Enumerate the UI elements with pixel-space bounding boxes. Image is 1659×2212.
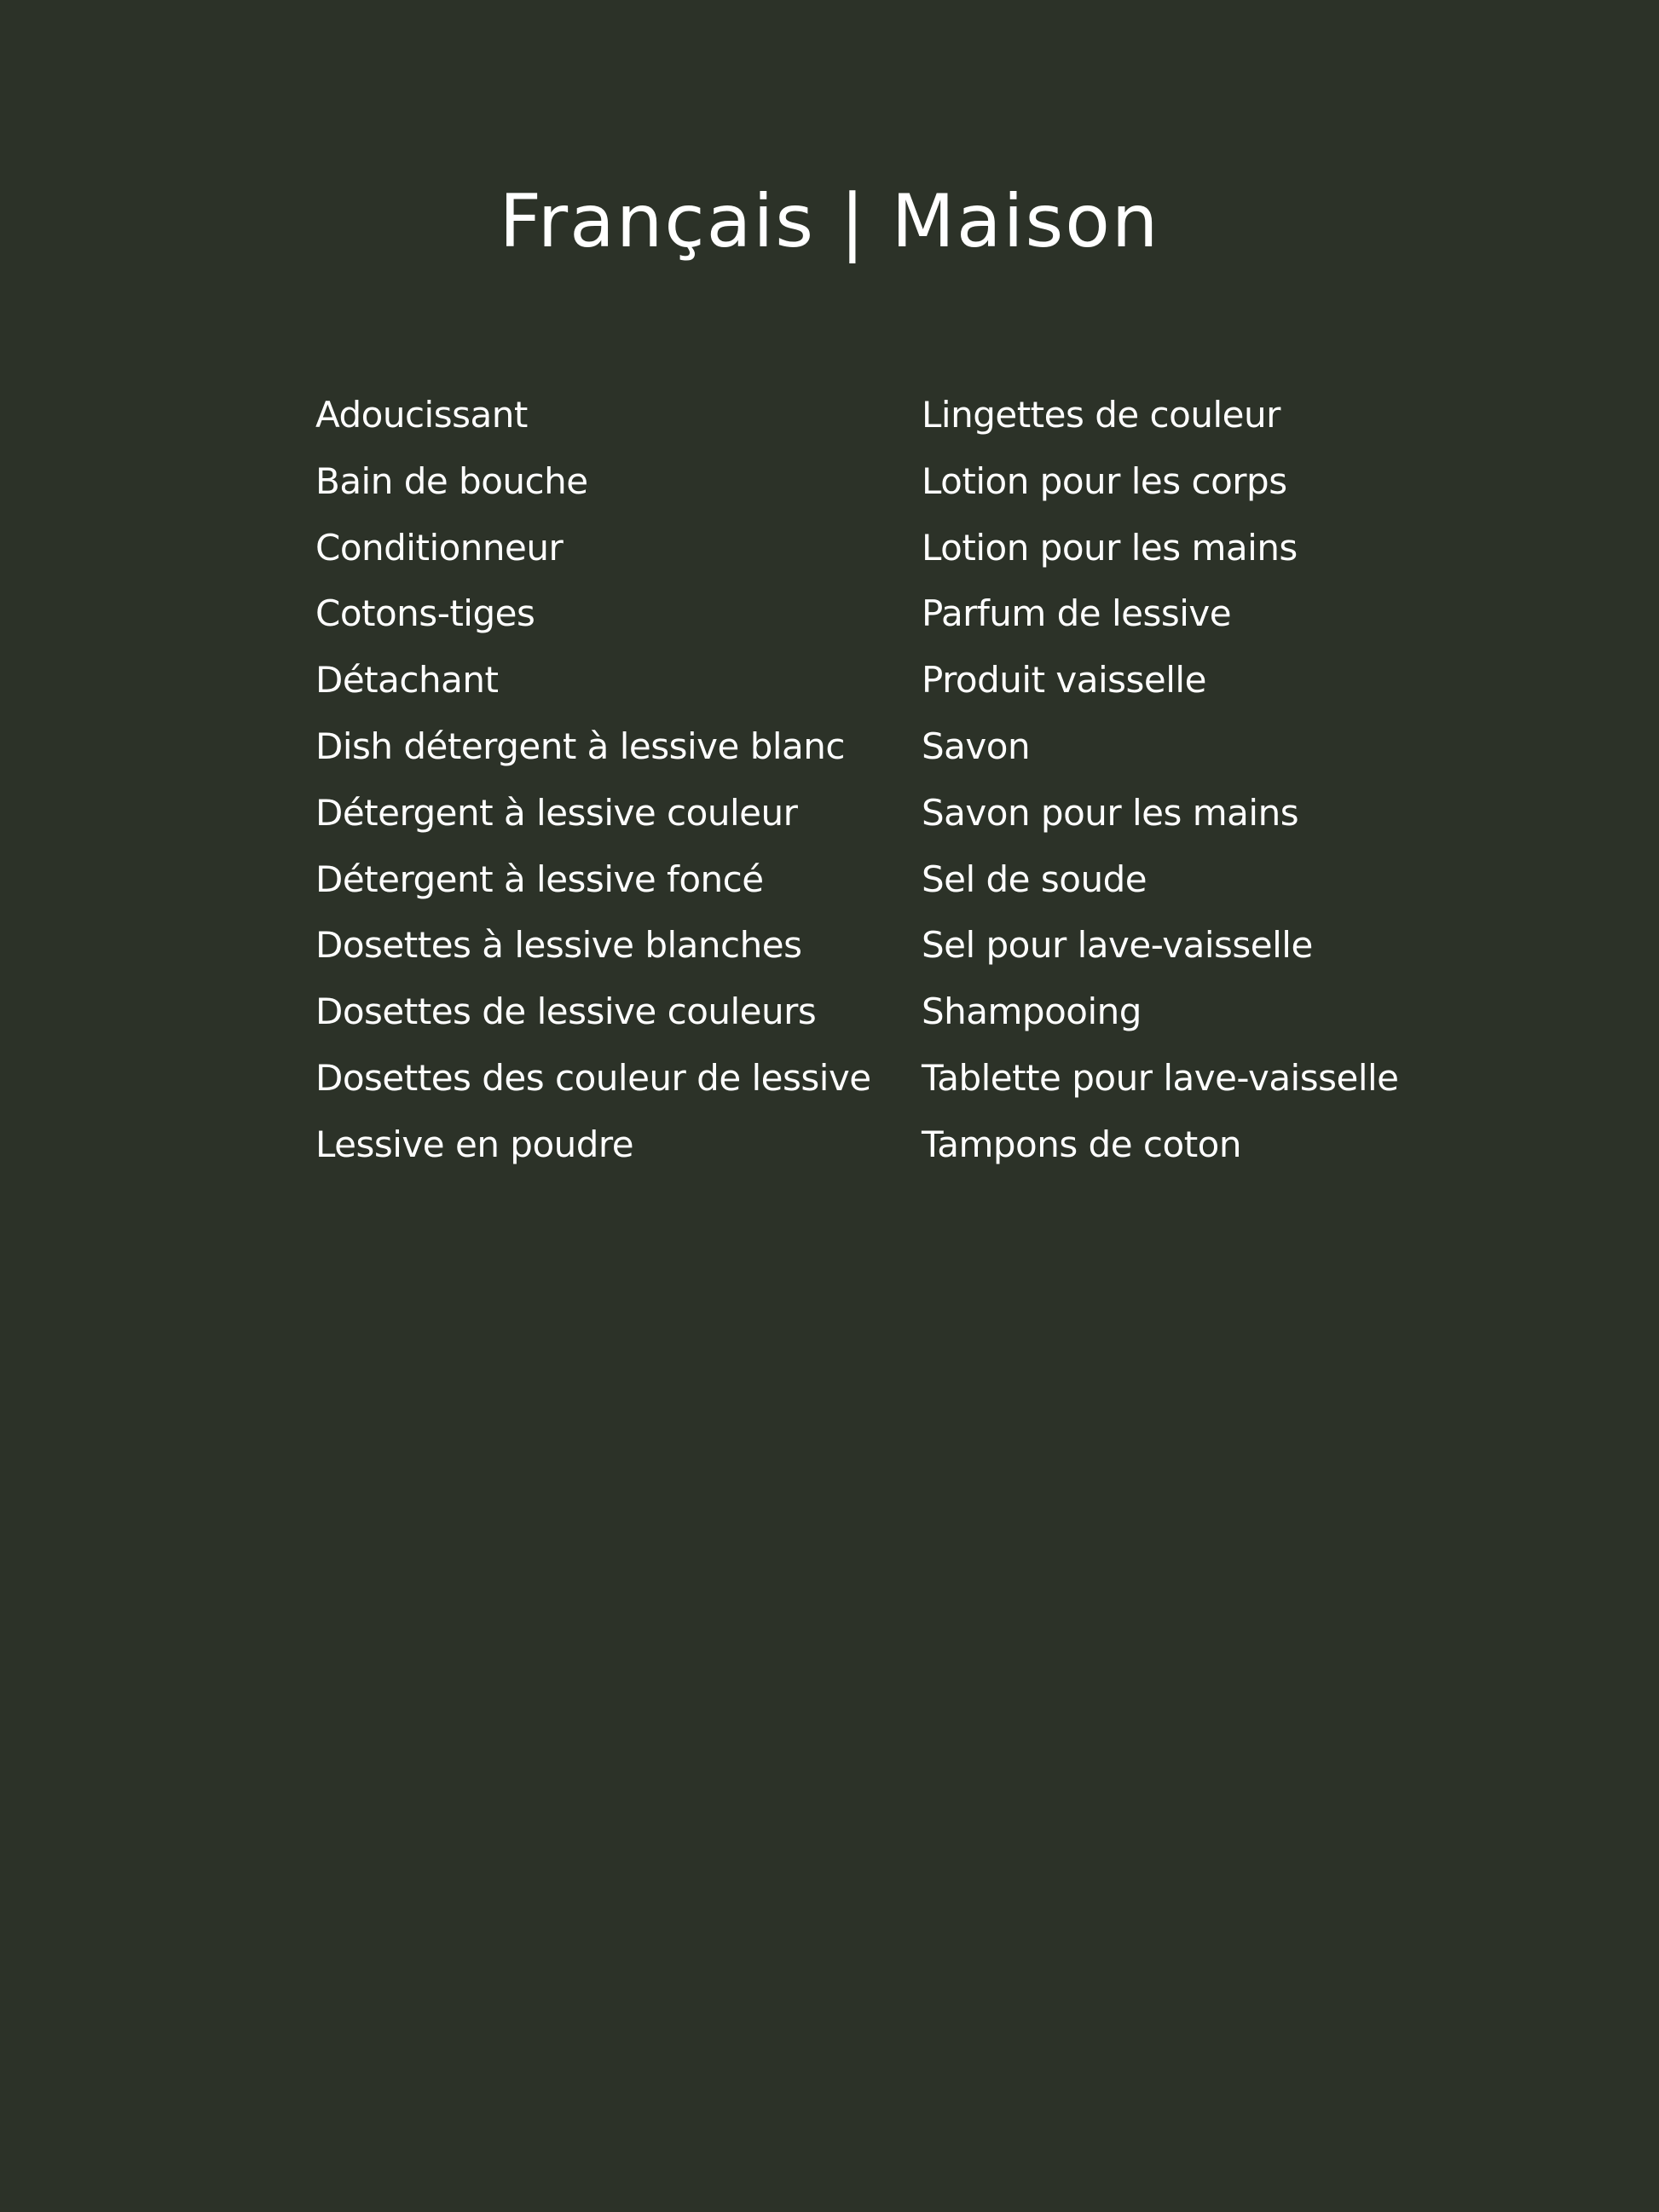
list-item: Tablette pour lave-vaisselle — [922, 1056, 1399, 1099]
list-item: Lotion pour les corps — [922, 459, 1287, 502]
list-item: Cotons-tiges — [315, 592, 535, 635]
list-item: Lotion pour les mains — [922, 526, 1298, 569]
list-item: Détergent à lessive couleur — [315, 791, 798, 834]
list-item: Dosettes des couleur de lessive — [315, 1056, 871, 1099]
list-item: Détachant — [315, 659, 499, 702]
list-item: Dish détergent à lessive blanc — [315, 725, 845, 767]
list-item: Savon pour les mains — [922, 791, 1299, 834]
list-item: Shampooing — [922, 990, 1142, 1033]
list-item: Tampons de coton — [922, 1123, 1241, 1165]
list-item: Lessive en poudre — [315, 1123, 634, 1165]
list-item: Adoucissant — [315, 394, 528, 436]
list-item: Bain de bouche — [315, 459, 588, 502]
left-column-list — [315, 382, 904, 1178]
list-item: Parfum de lessive — [922, 592, 1232, 635]
list-item: Sel de soude — [922, 858, 1147, 900]
list-item: Produit vaisselle — [922, 659, 1206, 702]
list-item: Dosettes de lessive couleurs — [315, 990, 817, 1033]
right-column-list — [922, 382, 1604, 1178]
page-title: Français | Maison — [499, 179, 1160, 264]
list-item: Conditionneur — [315, 526, 564, 569]
list-item: Savon — [922, 725, 1031, 767]
list-item: Dosettes à lessive blanches — [315, 924, 802, 967]
list-item: Lingettes de couleur — [922, 394, 1280, 436]
list-item: Sel pour lave-vaisselle — [922, 924, 1313, 967]
list-item: Détergent à lessive foncé — [315, 858, 764, 900]
